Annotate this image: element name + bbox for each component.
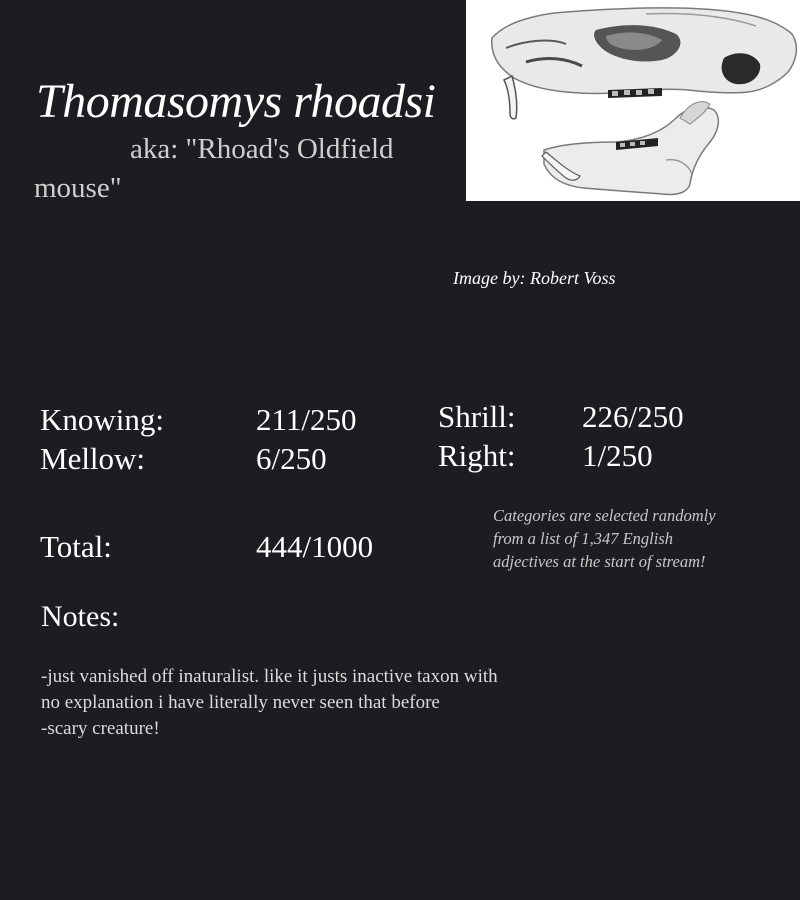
- score-value-shrill: 226/250: [582, 399, 684, 434]
- categories-note: Categories are selected randomly from a list of 1,347 English adjectives at the start of stream!: [493, 506, 716, 571]
- score-label-knowing: Knowing:: [40, 402, 164, 437]
- species-title: Thomasomys rhoadsi: [36, 75, 436, 128]
- skull-image: [466, 0, 800, 201]
- score-value-right: 1/250: [582, 438, 653, 473]
- score-label-shrill: Shrill:: [438, 399, 516, 434]
- score-label-total: Total:: [40, 529, 112, 564]
- score-label-mellow: Mellow:: [40, 441, 146, 476]
- note-line: -scary creature!: [41, 718, 160, 739]
- common-name: aka: "Rhoad's Oldfield mouse": [34, 133, 394, 204]
- image-credit: Image by: Robert Voss: [453, 268, 616, 288]
- score-value-total: 444/1000: [256, 529, 374, 564]
- score-value-mellow: 6/250: [256, 441, 327, 476]
- notes-heading: Notes:: [41, 600, 120, 633]
- note-line: -just vanished off inaturalist. like it justs inactive taxon with no explanation i have literally never seen that before: [41, 666, 498, 713]
- score-value-knowing: 211/250: [256, 402, 357, 437]
- score-label-right: Right:: [438, 438, 516, 473]
- notes-body: [41, 664, 511, 742]
- skull-icon: [466, 0, 800, 201]
